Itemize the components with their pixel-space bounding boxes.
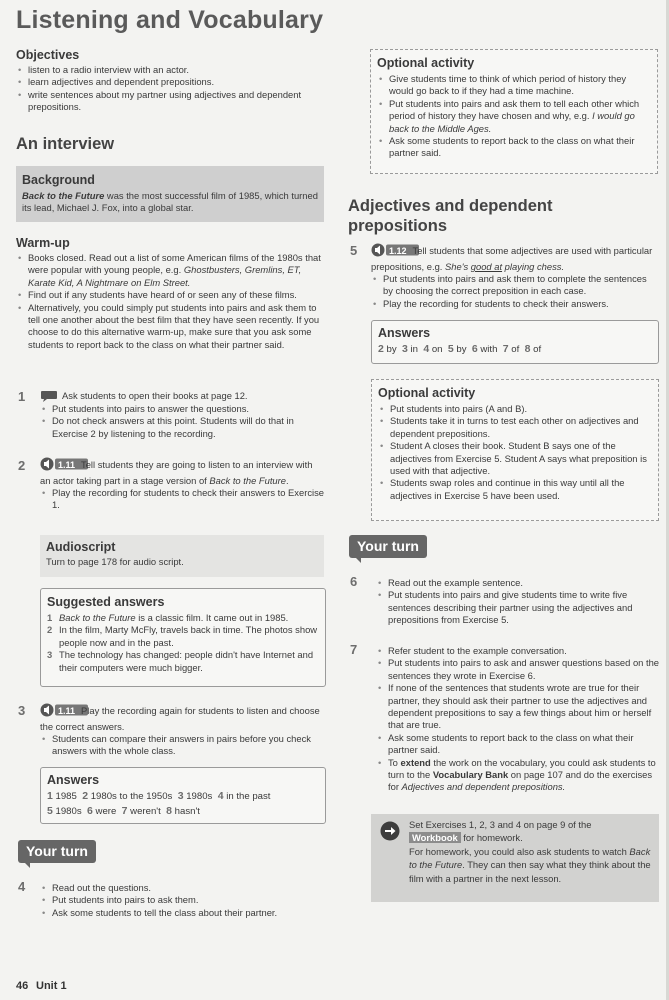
exercise-number: 6	[350, 574, 358, 589]
exercise-1-bullet: • Put students into pairs to answer the questions.	[40, 403, 324, 415]
exercise-7-bullet: • To extend the work on the vocabulary, you could ask students to turn to the Vocabulary Bank on page 107 and do the exercises for Adjectives and dependent prepositions.	[376, 757, 659, 794]
optional-bullet: • Students swap roles and continue in this way until all the adjectives in Exercise 5 have been used.	[378, 477, 652, 502]
background-text: Back to the Future was the most successful film of 1985, which turned its lead, Michael J. Fox, into a global star.	[22, 190, 318, 214]
exercise-7-bullet: • If none of the sentences that students wrote are true for their partner, they should ask their partner to use the adjectives and dependent prepositions to say a few things about him or herself that are true.	[376, 682, 659, 732]
exercise-number: 5	[350, 243, 358, 258]
optional-activity-heading: Optional activity	[377, 56, 475, 70]
audioscript-text: Turn to page 178 for audio script.	[46, 556, 184, 567]
objective-item: • listen to a radio interview with an actor.	[16, 64, 316, 76]
exercise-4-bullet: • Ask some students to tell the class about their partner.	[40, 907, 324, 919]
suggested-answers-heading: Suggested answers	[47, 595, 165, 609]
exercise-1-bullet: • Do not check answers at this point. Students will do that in Exercise 2 by listening to the recording.	[40, 415, 324, 440]
exercise-6-bullet: • Put students into pairs and give students time to write five sentences describing their partner using the adjectives and prepositions from Exercise 5.	[376, 589, 659, 626]
exercise-7-bullet: • Put students into pairs to ask and answer questions based on the sentences they wrote in Exercise 6.	[376, 657, 659, 682]
answers-heading: Answers	[378, 326, 431, 340]
warmup-bullet: • Alternatively, you could simply put students into pairs and ask them to tell one another about the best film that they have seen recently. If you choose to do this alternative warm-up, make sure that you ask some students to report back to the class on what their partner said.	[16, 302, 324, 352]
optional-bullet: • Give students time to think of which period of history they would go back to if they had a time machine.	[377, 73, 651, 98]
your-turn-badge: Your turn	[18, 840, 96, 863]
workbook-tag: Workbook	[409, 832, 461, 843]
speech-bubble-icon	[40, 390, 58, 403]
answers-row: 5 1980s 6 were 7 weren't 8 hasn't	[47, 805, 200, 817]
homework-box	[371, 814, 659, 902]
answers-row: 1 1985 2 1980s to the 1950s 3 1980s 4 in the past	[47, 790, 271, 802]
audio-track-number: 1.11	[58, 459, 76, 470]
audio-track-number: 1.12	[389, 245, 407, 256]
warmup-bullet: • Books closed. Read out a list of some American films of the 1980s that were popular with young people, e.g. Ghostbusters, Gremlins, ET, Karate Kid, A Nightmare on Elm Street.	[16, 252, 324, 289]
suggested-answer: 3 The technology has changed: people didn't have Internet and their computers were much bigger.	[47, 649, 314, 673]
audioscript-heading: Audioscript	[46, 540, 116, 554]
page-number: 46	[16, 980, 29, 992]
optional-activity-box	[370, 49, 658, 174]
arrow-right-circle-icon	[380, 821, 400, 841]
exercise-number: 7	[350, 642, 358, 657]
unit-label: Unit 1	[36, 980, 67, 992]
answers-box-right	[371, 320, 659, 364]
objectives-section	[16, 48, 316, 114]
answers-heading: Answers	[47, 773, 100, 787]
optional-activity-heading: Optional activity	[378, 386, 476, 400]
warmup-bullet: • Find out if any students have heard of or seen any of these films.	[16, 289, 324, 301]
exercise-4	[40, 882, 324, 919]
suggested-answers-box	[40, 588, 326, 687]
optional-bullet: • Ask some students to report back to the class on what their partner said.	[377, 135, 651, 160]
exercise-2-instruction: 1.11 Tell students they are going to listen to an interview with an actor taking part in a stage version of Back to the Future.	[40, 458, 313, 486]
warmup-section	[16, 236, 324, 351]
exercise-7-bullet: • Refer student to the example conversation.	[376, 645, 659, 657]
optional-bullet: • Put students into pairs and ask them to tell each other which period of history they have chosen and why, e.g. I would go back to the Middle Ages.	[377, 98, 651, 135]
optional-activity-box	[371, 379, 659, 521]
exercise-3-instruction: 1.11 Play the recording again for students to listen and choose the correct answers.	[40, 704, 320, 732]
exercise-number: 2	[18, 458, 26, 473]
exercise-6-bullet: • Read out the example sentence.	[376, 577, 659, 589]
homework-line-2: For homework, you could also ask students to watch Back to the Future. They can then say what they think about the film with a partner in the next lesson.	[409, 845, 651, 884]
exercise-7	[376, 645, 659, 794]
audioscript-box	[40, 535, 324, 577]
background-box	[16, 166, 324, 222]
exercise-5-instruction: 1.12 Tell students that some adjectives are used with particular prepositions, e.g. She's good at playing chess.	[371, 244, 653, 272]
exercise-5	[371, 243, 659, 310]
page-title: Listening and Vocabulary	[16, 6, 324, 34]
homework-line-1: Set Exercises 1, 2, 3 and 4 on page 9 of the Workbook for homework.	[409, 819, 592, 844]
exercise-2	[40, 457, 324, 512]
optional-bullet: • Put students into pairs (A and B).	[378, 403, 652, 415]
exercise-1	[40, 390, 324, 440]
exercise-number: 4	[18, 879, 26, 894]
exercise-1-instruction: Ask students to open their books at page 12.	[40, 390, 324, 403]
exercise-5-bullet: • Play the recording for students to check their answers.	[371, 298, 659, 310]
answers-row: 2 by 3 in 4 on 5 by 6 with 7 of 8 of	[378, 343, 542, 355]
your-turn-badge: Your turn	[349, 535, 427, 558]
audio-track-number: 1.11	[58, 705, 76, 716]
exercise-5-bullet: • Put students into pairs and ask them to complete the sentences by choosing the correct preposition in each case.	[371, 273, 659, 298]
optional-bullet: • Students take it in turns to test each other on adjectives and dependent prepositions.	[378, 415, 652, 440]
exercise-number: 3	[18, 703, 26, 718]
optional-bullet: • Student A closes their book. Student B says one of the adjectives from Exercise 5. Student A says what preposition is used with that adjective.	[378, 440, 652, 477]
suggested-answer: 2 In the film, Marty McFly, travels back in time. The photos show people now and in the past.	[47, 624, 318, 648]
objective-item: • write sentences about my partner using adjectives and dependent prepositions.	[16, 89, 316, 114]
exercise-6	[376, 577, 659, 627]
interview-heading: An interview	[16, 135, 115, 153]
exercise-4-bullet: • Put students into pairs to ask them.	[40, 894, 324, 906]
answers-box-left	[40, 767, 326, 824]
exercise-2-bullet: • Play the recording for students to check their answers to Exercise 1.	[40, 487, 324, 512]
suggested-answer: 1 Back to the Future is a classic film. It came out in 1985.	[47, 612, 289, 623]
background-heading: Background	[22, 173, 95, 187]
exercise-number: 1	[18, 389, 26, 404]
exercise-3	[40, 703, 324, 758]
objectives-heading: Objectives	[16, 48, 80, 62]
warmup-heading: Warm-up	[16, 236, 70, 250]
exercise-4-bullet: • Read out the questions.	[40, 882, 324, 894]
exercise-3-bullet: • Students can compare their answers in pairs before you check answers with the whole class.	[40, 733, 324, 758]
adjectives-heading: Adjectives and dependent prepositions	[348, 197, 553, 235]
objective-item: • learn adjectives and dependent prepositions.	[16, 76, 316, 88]
exercise-7-bullet: • Ask some students to report back to the class on what their partner said.	[376, 732, 659, 757]
